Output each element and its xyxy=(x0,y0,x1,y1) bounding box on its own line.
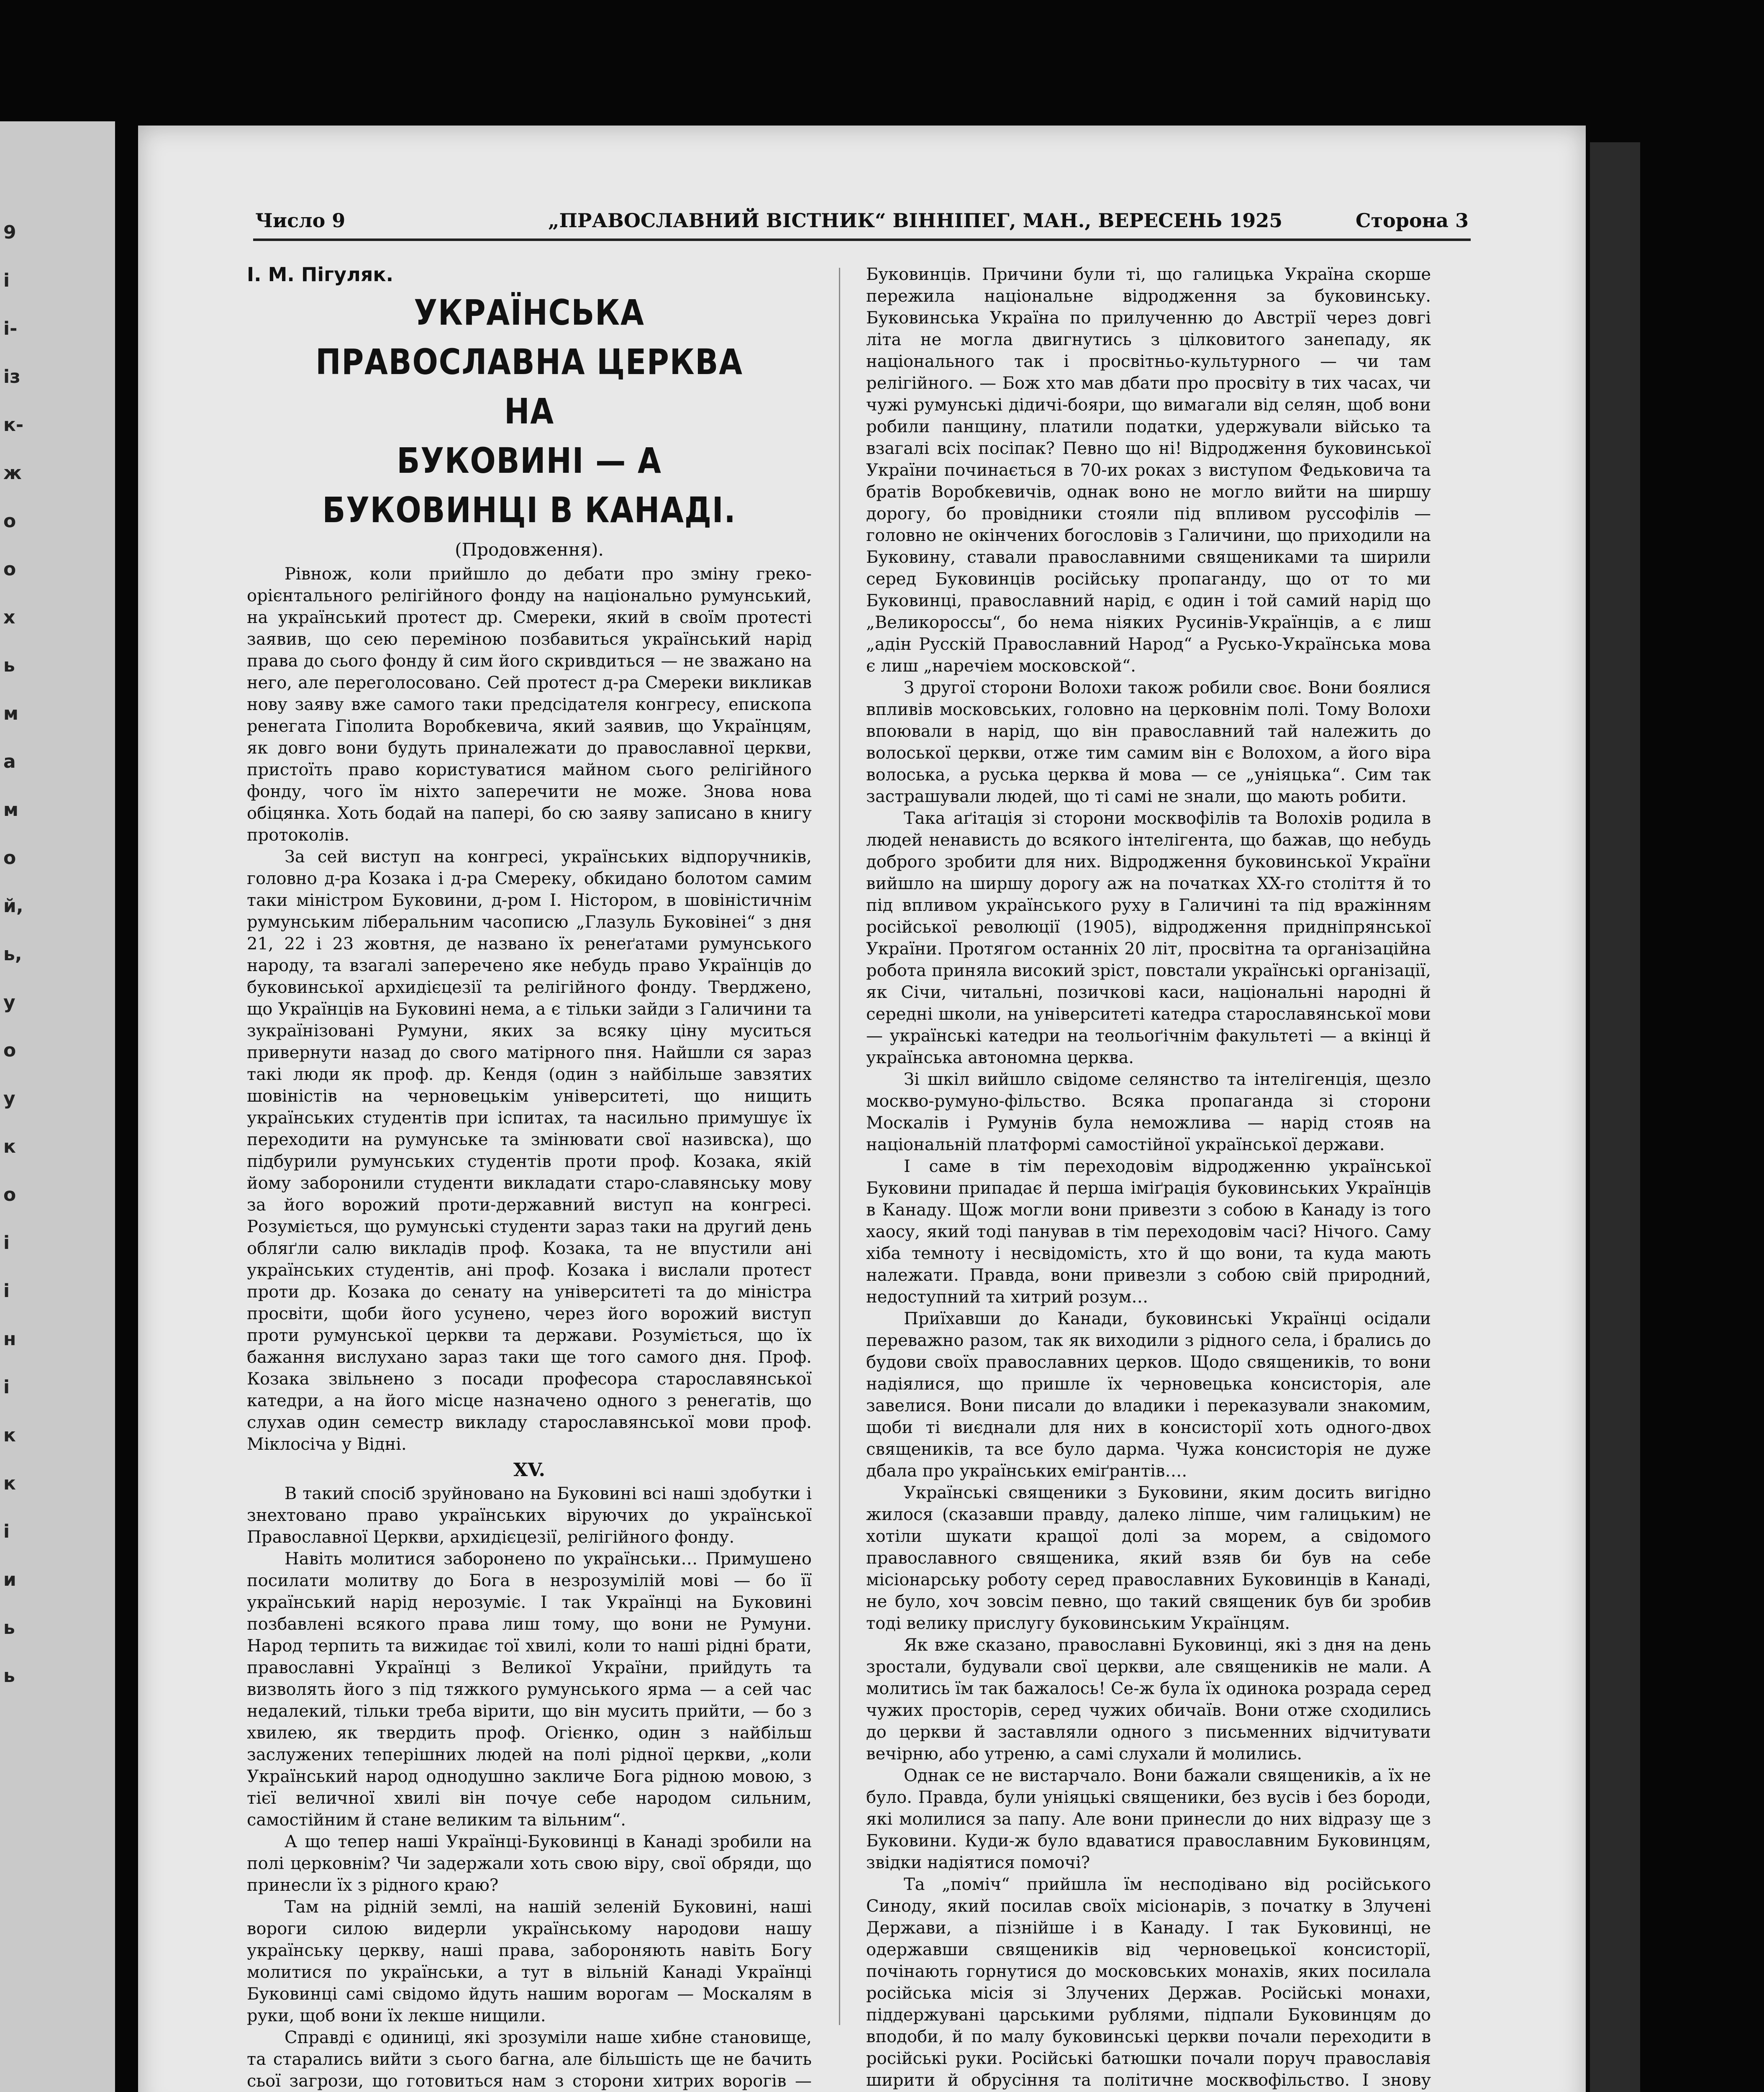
adjacent-page-letter: ь xyxy=(3,1617,15,1638)
adjacent-page-letter: х xyxy=(3,607,15,628)
paragraph: З другої сторони Волохи також робили своє. Вони боялися впливів московських, головно на церковнім полі. Тому Волохи впоювали в нарід, що він православний тай належить до волоської церкви, отже тим самим він є Волохом, а його віра волоська, а руська церква й мова — се „уніяцька“. Сим так застрашували людей, що ті самі не знали, що мають робити. xyxy=(866,678,1431,806)
paragraph: Справді є одиниці, які зрозуміли наше хибне становище, та старались вийти з сього багна, але більшість ще не бачить сьої загрози, що готовиться нам з сторони хитрих ворогів — xyxy=(247,2028,812,2091)
adjacent-page-letter: и xyxy=(3,1569,16,1590)
adjacent-page-letter: м xyxy=(3,703,18,724)
paragraph: І саме в тім переходовім відродженню української Буковини припадає й перша іміґрація буковинських Українців в Канаду. Щож могли вони привезти з собою в Канаду із того хаосу, який тоді панував в тім переходовім часі? Нічого. Саму хіба темноту і несвідомість, хто й що вони, та куда мають належати. Правда, вони привезли з собою свій природний, недоступний та хитрий розум… xyxy=(866,1157,1431,1307)
paragraph: Однак се не вистарчало. Вони бажали священиків, а їх не було. Правда, були уніяцькі священики, без вусів і без бороди, які молилися за папу. Але вони принесли до них відразу ще з Буковини. Куди-ж було вдаватися православним Буковинцям, звідки надіятися помочі? xyxy=(866,1766,1431,1872)
page-edge-shadow xyxy=(1590,142,1640,2092)
paragraph: Там на рідній землі, на нашій зеленій Буковині, наші вороги силою видерли українському народови нашу українську церкву, наші права, забороняють навіть Богу молитися по українськи, а тут в вільній Канаді Українці Буковинці самі свідомо йдуть нашим ворогам — Москалям в руки, щоб вони їх лекше нищили. xyxy=(247,1897,812,2025)
adjacent-page-letter: к- xyxy=(3,414,24,436)
article-author: І. М. Пігуляк. xyxy=(247,263,394,286)
paragraph: А що тепер наші Українці-Буковинці в Канаді зробили на полі церковнім? Чи задержали хоть свою віру, свої обряди, що принесли їх з рідного краю? xyxy=(247,1832,812,1895)
running-header xyxy=(255,209,1469,234)
issue-number: Число 9 xyxy=(255,209,346,232)
adjacent-page-letter: і- xyxy=(3,318,18,339)
adjacent-page-letter: к xyxy=(3,1136,16,1157)
adjacent-page-letter: н xyxy=(3,1328,16,1350)
adjacent-page-letter: к xyxy=(3,1473,16,1494)
headline-line: УКРАЇНСЬКА ПРАВОСЛАВНА ЦЕРКВА НА xyxy=(315,292,743,432)
headline-line: БУКОВИНІ — А БУКОВИНЦІ В КАНАДІ. xyxy=(322,440,736,531)
paragraph: Рівнож, коли прийшло до дебати про зміну греко-орієнтального релігійного фонду на національно румунський, на український протест др. Смереки, який в своїм протесті заявив, що сею переміною позбавиться український нарід права до сього фонду й сим його скривдиться — не зважано на него, але переголосовано. Сей протест д-ра Смереки викликав нову заяву вже самого таки предсідателя конгресу, епископа ренегата Гіполита Воробкевича, який заявив, що Українцям, як довго вони будуть приналежати до православної церкви, пристоїть право користуватися майном сього релігійного фонду, чого їм ніхто заперечити не може. Знова нова обіцянка. Хоть бодай на папері, бо сю заяву записано в книгу протоколів. xyxy=(247,564,812,845)
article-headline xyxy=(287,288,772,535)
adjacent-page-letter: ь, xyxy=(3,943,22,965)
paragraph: За сей виступ на конгресі, українських відпоручників, головно д-ра Козака і д-ра Смереку, обкидано болотом самим таки міністром Буковини, д-ром І. Ністором, в шовіністичнім румунським ліберальним часописю „Глазуль Буковінеі“ з дня 21, 22 і 23 жовтня, де названо їх ренеґатами румунського народу, та взагалі заперечено яке небудь право Українців до буковинської архидієцезії та релігійного фонду. Тверджено, що Українців на Буковині нема, а є тільки зайди з Галичини та зукраїнізовані Румуни, яких за всяку ціну муситься привернути назад до свого матірного пня. Найшли ся зараз такі люди як проф. др. Кендя (один з найбільше завзятих шовіністів на черновецькім університеті, що нищить українських студентів при іспитах, та насильно примушує їх переходити на румунське та змінювати свої називска), що підбурили румунських студентів проти проф. Козака, якій йому заборонили студенти викладати старо-славянську мову за його ворожий проти-державний виступ на конгресі. Розуміється, що румунські студенти зараз таки на другий день обляґли салю викладів проф. Козака, та не впустили ані українських студентів, ані проф. Козака і вислали протест проти др. Козака до сенату на університеті та до міністра просвіти, щоби його усунено, через його ворожий виступ проти румунської церкви та держави. Розуміється, що їх бажання вислухано зараз таки ще того самого дня. Проф. Козака звільнено з посади професора старославянської катедри, а на його місце назначено одного з ренегатів, що слухав один семестр викладу старославянської мови проф. Міклосіча у Відні. xyxy=(247,847,812,1454)
adjacent-page-letter: у xyxy=(3,1088,15,1109)
paragraph: Як вже сказано, православні Буковинці, які з дня на день зростали, будували свої церкви, але священиків не мали. А молитись їм так бажалось! Се-ж була їх одинока розрада серед чужих просторів, серед чужих обичаїв. Вони отже сходились до церкви й заставляли одного з письменних відчитувати вечірню, або утреню, а самі слухали й молились. xyxy=(866,1636,1431,1764)
adjacent-page-letter: ь xyxy=(3,1665,15,1687)
adjacent-page-letter: і xyxy=(3,1377,10,1398)
adjacent-page-letter: ь xyxy=(3,655,15,676)
adjacent-page-letter: 9 xyxy=(3,222,16,243)
masthead-title: „ПРАВОСЛАВНИЙ ВІСТНИК“ ВІННІПЕГ, МАН., ВЕРЕСЕНЬ 1925 xyxy=(548,209,1283,232)
section-number: XV. xyxy=(513,1459,545,1481)
article-column-right xyxy=(866,264,1431,2092)
adjacent-page-letter: м xyxy=(3,799,18,820)
paragraph: В такий спосіб зруйновано на Буковині всі наші здобутки і знехтовано право українських віруючих до української Православної Церкви, архидієцезії, релігійного фонду. xyxy=(247,1484,812,1547)
paragraph: Приїхавши до Канади, буковинські Українці осідали переважно разом, так як виходили з рідного села, і брались до будови своїх православних церков. Щодо священиків, то вони надіялися, що пришле їх черновецька консисторія, але завелися. Вони писали до владики і переказували знакомим, щоби ті виєднали для них в консисторії хоть одного-двох священиків, та все було дарма. Чужа консисторія не дуже дбала про українських еміґрантів…. xyxy=(866,1309,1431,1481)
adjacent-page-letter: у xyxy=(3,992,15,1013)
adjacent-page-letter: ж xyxy=(3,462,22,484)
paragraph: Буковинців. Причини були ті, що галицька Україна скорше пережила національне відродження за буковинську. Буковинська Україна по прилученню до Австрії через довгі літа не могла двигнутись з цілковитого занепаду, як національного так і просвітньо-культурного — чи там релігійного. — Бож хто мав дбати про просвіту в тих часах, чи чужі румунські дідичі-бояри, що вимагали від селян, щоб вони робили панщину, платили податки, удержували військо та взагалі всіх посіпак? Певно що ні! Відродження буковинської України починається в 70-их роках з виступом Федьковича та братів Воробкевичів, однак воно не могло вийти на ширшу дорогу, бо провідники стояли під впливом руссофілів — головно не окінчених богословів з Галичини, що приходили на Буковину, ставали православними священиками та ширили серед Буковинців російську пропаганду, що от то ми Буковинці, православний нарід, є один і той самий нарід що „Великороссы“, бо нема ніяких Русинів-Українців, а є лиш „адін Русскій Православний Народ“ а Русько-Українська мова є лиш „наречіем московской“. xyxy=(866,265,1431,676)
paragraph: Така аґітація зі сторони москвофілів та Волохів родила в людей ненависть до всякого інтелігента, що бажав, що небудь доброго зробити для них. Відродження буковинської України вийшло на ширшу дорогу аж на початках XX-го століття й то під впливом українського руху в Галичині та під вражінням російської революції (1905), відродження придніпрянської України. Протягом останніх 20 літ, просвітна та організаційна робота приняла високий зріст, повстали українські організації, як Січи, читальні, позичкові каси, національні народні й середні школи, на університеті катедра старославянської мови — українські катедри на теольоґічнім факультеті — а вкінці й українська автономна церква. xyxy=(866,809,1431,1067)
paragraph: Українські священики з Буковини, яким досить вигідно жилося (сказавши правду, далеко ліпше, чим галицьким) не хотіли шукати кращої долі за морем, а свідомого православного священика, який взяв би був на себе місіонарську роботу серед православних Буковинців в Канаді, не було, хоч зовсім певно, що такий священик був би зробив тоді велику прислугу буковинським Українцям. xyxy=(866,1483,1431,1633)
adjacent-page-letter: к xyxy=(3,1425,16,1446)
adjacent-page-fragment xyxy=(0,121,115,2092)
adjacent-page-letter: о xyxy=(3,847,16,869)
adjacent-page-letter: із xyxy=(3,366,21,387)
paragraph: Та „поміч“ прийшла їм несподівано від російського Синоду, який посилав своїх місіонарів, з початку в Злучені Держави, а пізнійше і в Канаду. І так Буковинці, не одержавши священиків від черновецької консисторії, почінають горнутися до московських монахів, яких посилала російська місія зі Злучених Держав. Російські монахи, піддержувані царськими рублями, підпали Буковинцям до вподоби, й по малу буковинські церкви почали переходити в російські руки. Російські батюшки почали поруч православія ширити й обрусіння та політичне москвофільство. І знову xyxy=(866,1875,1431,2090)
adjacent-page-letter: а xyxy=(3,751,16,772)
adjacent-page-letter: о xyxy=(3,1184,16,1205)
continued-note: (Продовження). xyxy=(455,539,604,560)
paragraph: Навіть молитися заборонено по українськи… Примушено посилати молитву до Бога в незрозумілій мові — бо її український нарід нерозуміє. І так Українці на Буковині позбавлені всякого права лиш тому, що вони не Румуни. Народ терпить та вижидає тої хвилі, коли то наші рідні брати, православні Українці з Великої України, прийдуть та визволять його з під тяжкого румунського ярма — а сей час недалекий, тільки треба вірити, що він мусить прийти, — бо з хвилею, як твердить проф. Огієнко, один з найбільш заслужених теперішних людей на полі рідної церкви, „коли Український народ однодушно закличе Бога рідною мовою, з тієї величної хвилі він почуе себе народом сильним, самостійним й стане великим та вільним“. xyxy=(247,1549,812,1830)
adjacent-page-letter: о xyxy=(3,1040,16,1061)
page-number: Сторона 3 xyxy=(1355,209,1469,232)
article-column-left xyxy=(247,264,812,2092)
adjacent-page-letter: й, xyxy=(3,895,23,917)
adjacent-page-letter: і xyxy=(3,1232,10,1254)
header-rule xyxy=(253,238,1471,241)
adjacent-page-letter: і xyxy=(3,270,10,291)
adjacent-page-letter: о xyxy=(3,510,16,532)
paragraph: Зі шкіл вийшло свідоме селянство та інтелігенція, щезло москво-румуно-фільство. Всяка пропаганда зі сторони Москалів і Румунів була неможлива — нарід стояв на національній платформі самостійної української держави. xyxy=(866,1070,1431,1154)
adjacent-page-letter: і xyxy=(3,1280,10,1302)
adjacent-page-letter: о xyxy=(3,559,16,580)
column-divider xyxy=(839,268,840,2025)
adjacent-page-letter: і xyxy=(3,1521,10,1542)
